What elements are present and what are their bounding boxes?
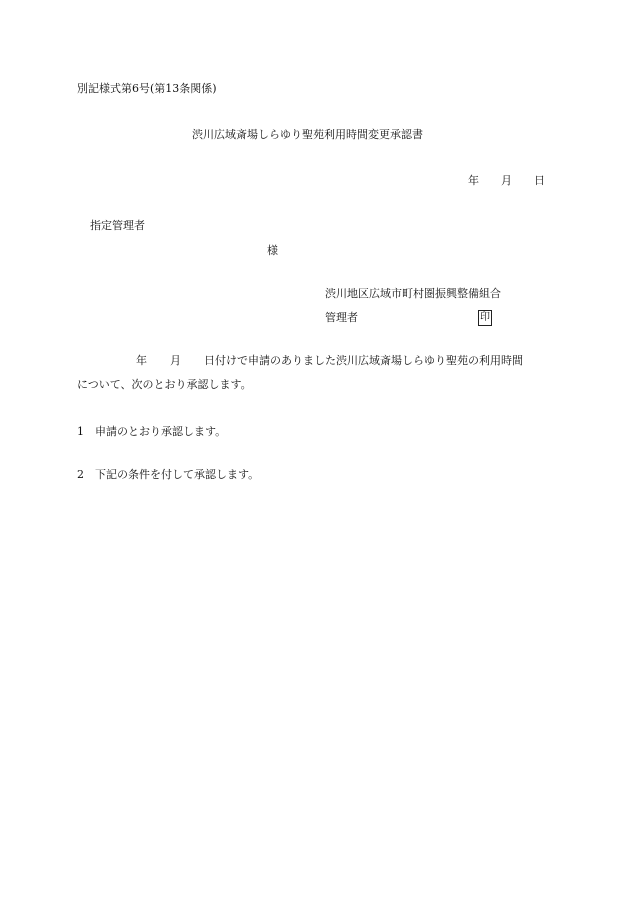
body-year-label: 年	[136, 354, 147, 367]
item-text: 申請のとおり承認します。	[95, 425, 227, 438]
issuer-organization: 渋川地区広域市町村圏振興整備組合	[325, 287, 501, 300]
seal-stamp-box: 印	[478, 310, 492, 326]
body-text-line-2: について、次のとおり承認します。	[77, 378, 252, 391]
item-text: 下記の条件を付して承認します。	[95, 468, 260, 481]
issuer-title: 管理者	[325, 311, 358, 324]
item-number: 2	[77, 468, 84, 481]
body-text-line-1	[136, 354, 523, 368]
item-number: 1	[77, 425, 84, 438]
list-item	[77, 468, 259, 482]
document-title: 渋川広域斎場しらゆり聖苑利用時間変更承認書	[192, 128, 423, 141]
list-item	[77, 425, 226, 439]
recipient-honorific: 様	[267, 244, 278, 257]
recipient-name: 指定管理者	[90, 219, 145, 232]
date-month-label: 月	[501, 174, 512, 187]
body-month-label: 月	[170, 354, 181, 367]
date-year-label: 年	[468, 174, 479, 187]
date-day-label: 日	[534, 174, 545, 187]
form-number: 別記様式第6号(第13条関係)	[77, 82, 217, 95]
body-line1-text: 日付けで申請のありました渋川広域斎場しらゆり聖苑の利用時間	[204, 354, 523, 367]
date-line	[468, 174, 545, 188]
